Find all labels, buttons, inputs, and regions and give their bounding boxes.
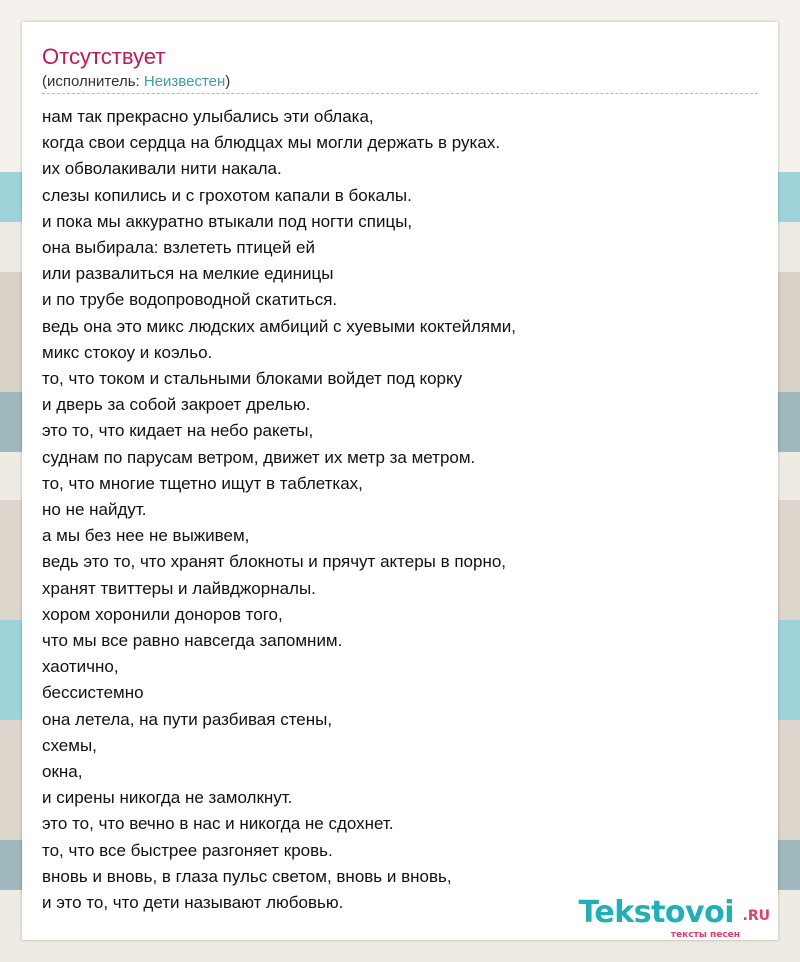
lyric-line: то, что током и стальными блоками войдет под корку (42, 369, 463, 389)
logo-tld-text: .RU (742, 908, 770, 924)
lyric-line: она летела, на пути разбивая стены, (42, 709, 333, 729)
artist-suffix: ) (225, 73, 231, 90)
lyric-line: хором хоронили доноров того, (42, 604, 283, 624)
lyric-line: что мы все равно навсегда запомним. (42, 631, 343, 651)
lyric-line: когда свои сердца на блюдцах мы могли держать в руках. (42, 133, 501, 153)
lyric-line: микс стокоу и коэльо. (42, 342, 213, 362)
lyric-line: или развалиться на мелкие единицы (42, 264, 334, 284)
divider (42, 93, 758, 94)
lyric-line: то, что многие тщетно ищут в таблетках, (42, 473, 363, 493)
artist-prefix: (исполнитель: (42, 73, 144, 90)
lyric-line: это то, что вечно в нас и никогда не сдохнет. (42, 814, 394, 834)
lyric-line: хаотично, (42, 657, 119, 677)
logo-tagline: тексты песен (670, 930, 740, 940)
lyric-line: и дверь за собой закроет дрелью. (42, 395, 311, 415)
lyrics-text (42, 104, 516, 916)
lyric-line: их обволакивали нити накала. (42, 159, 282, 179)
lyric-line: окна, (42, 762, 83, 782)
site-logo[interactable] (560, 896, 770, 938)
song-title: Отсутствует (42, 44, 166, 69)
lyric-line: хранят твиттеры и лайвджорналы. (42, 578, 316, 598)
logo-main-text: Tekstovoi (578, 895, 734, 930)
lyric-line: и пока мы аккуратно втыкали под ногти спицы, (42, 211, 413, 231)
lyric-line: а мы без нее не выживем, (42, 526, 250, 546)
lyric-line: бессистемно (42, 683, 144, 703)
lyric-line: это то, что кидает на небо ракеты, (42, 421, 314, 441)
artist-link[interactable]: Неизвестен (143, 73, 226, 90)
lyric-line: слезы копились и с грохотом капали в бокалы. (42, 185, 412, 205)
lyric-line: нам так прекрасно улыбались эти облака, (42, 107, 374, 126)
lyric-line: и это то, что дети называют любовью. (42, 893, 344, 913)
artist-line (42, 73, 230, 91)
lyric-line: схемы, (42, 735, 97, 755)
lyric-line: ведь это то, что хранят блокноты и прячут актеры в порно, (42, 552, 507, 572)
lyric-line: ведь она это микс людских амбиций с хуевыми коктейлями, (42, 316, 516, 336)
lyric-line: суднам по парусам ветром, движет их метр за метром. (42, 447, 476, 467)
lyric-line: она выбирала: взлететь птицей ей (42, 238, 315, 258)
lyric-line: но не найдут. (42, 500, 147, 520)
lyric-line: вновь и вновь, в глаза пульс светом, вновь и вновь, (42, 866, 452, 886)
lyric-line: и по трубе водопроводной скатиться. (42, 290, 338, 310)
lyric-line: и сирены никогда не замолкнут. (42, 788, 293, 808)
lyrics-card (22, 22, 778, 940)
lyric-line: то, что все быстрее разгоняет кровь. (42, 840, 333, 860)
